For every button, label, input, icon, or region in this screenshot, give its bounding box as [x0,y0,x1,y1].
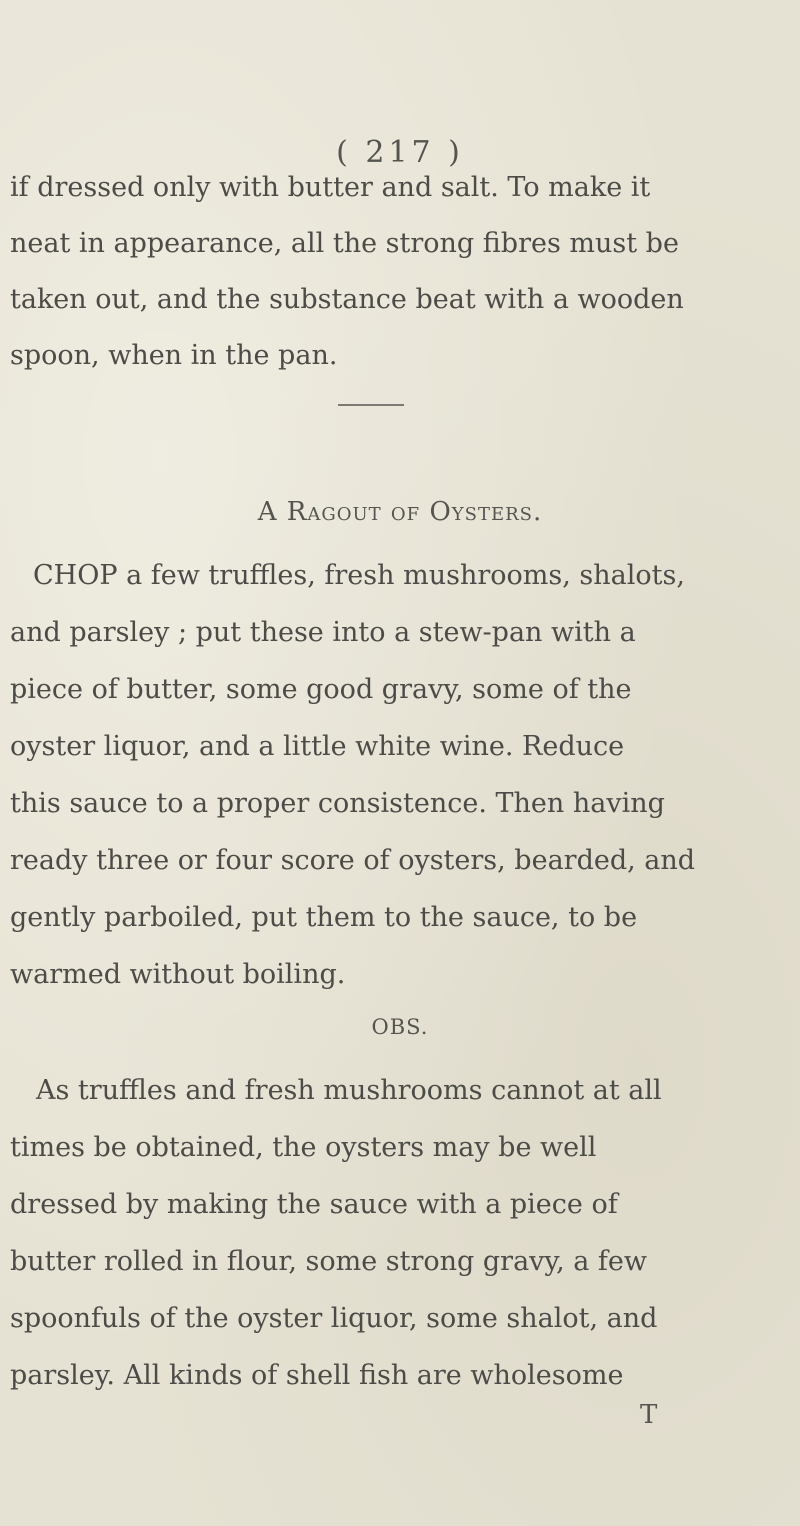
text-line: butter rolled in flour, some strong gravy, a few [10,1246,648,1277]
text-line: oyster liquor, and a little white wine. Reduce [10,731,625,762]
text-line: ready three or four score of oysters, bearded, and [10,845,696,876]
text-line: times be obtained, the oysters may be well [10,1132,597,1163]
text-line: and parsley ; put these into a stew-pan with a [10,617,636,648]
text-line: piece of butter, some good gravy, some of the [10,674,632,705]
text-line: CHOP a few truffles, fresh mushrooms, shalots, [33,560,685,591]
obs-heading: OBS. [371,1015,429,1039]
text-line: dressed by making the sauce with a piece of [10,1189,618,1220]
text-line: warmed without boiling. [10,959,346,990]
text-line: spoon, when in the pan. [10,340,338,371]
text-line: spoonfuls of the oyster liquor, some shalot, and [10,1303,658,1334]
text-line: parsley. All kinds of shell fish are wholesome [10,1360,624,1391]
text-line: taken out, and the substance beat with a wooden [10,284,684,315]
text-line: gently parboiled, put them to the sauce, to be [10,902,638,933]
page-number: ( 217 ) [336,135,464,170]
text-line: neat in appearance, all the strong fibres must be [10,228,679,259]
text-line: As truffles and fresh mushrooms cannot at all [36,1075,662,1106]
text-line: if dressed only with butter and salt. To make it [10,172,651,203]
text-line: this sauce to a proper consistence. Then having [10,788,665,819]
recipe-title: A Ragout of Oysters. [257,497,543,527]
section-divider [338,404,404,406]
catchword: T [640,1400,658,1430]
